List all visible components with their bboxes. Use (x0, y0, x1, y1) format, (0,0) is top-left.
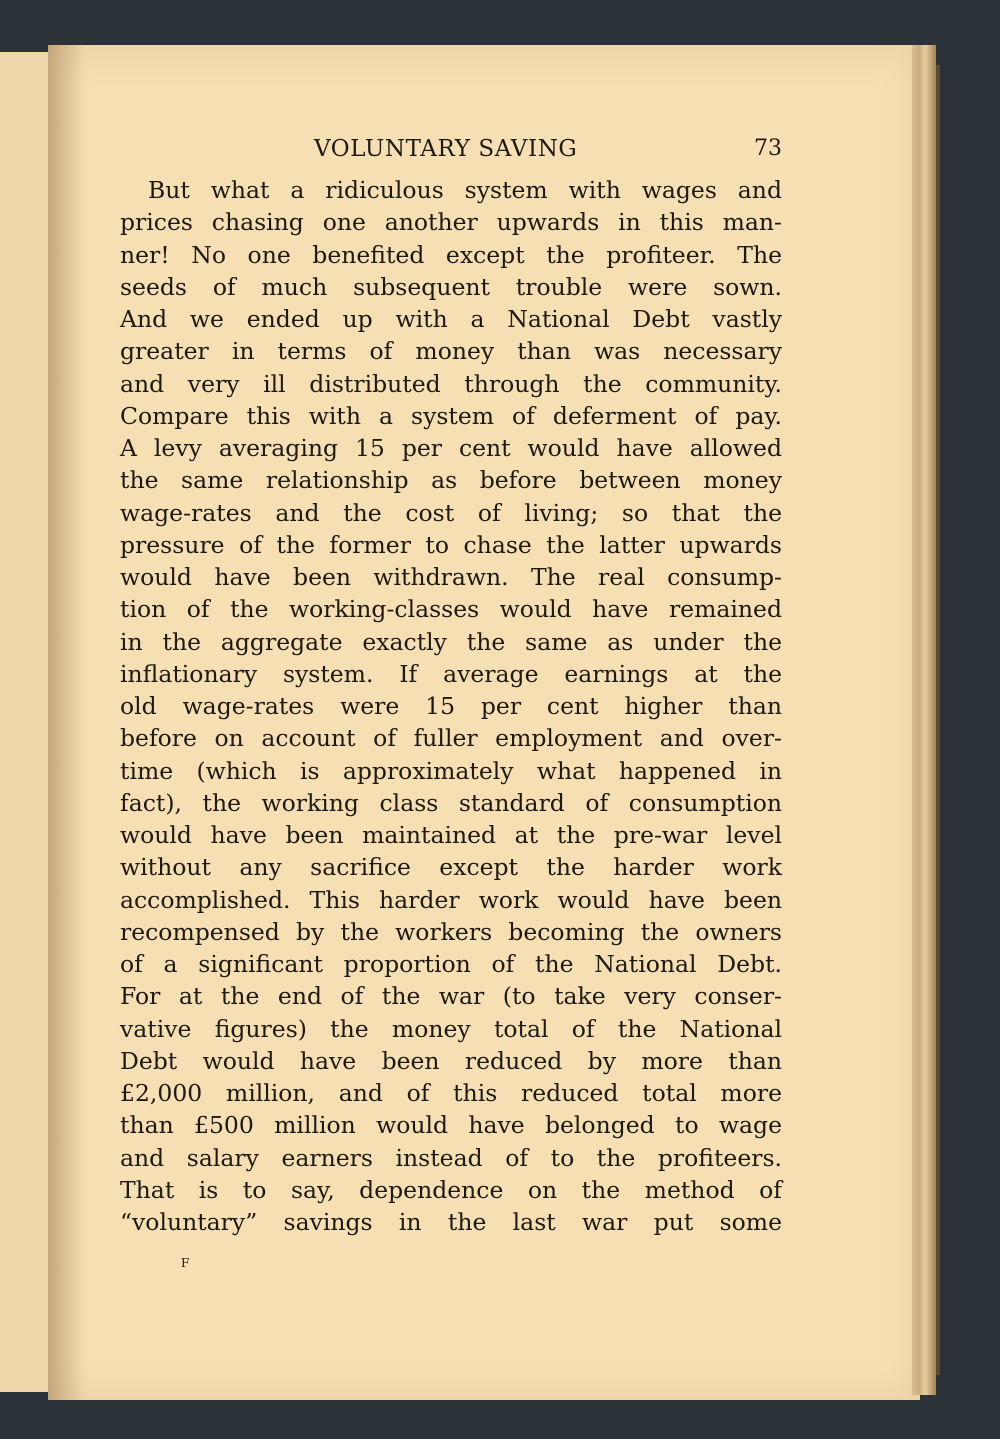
text-line: inflationary system. If average earnings at the (120, 659, 782, 688)
text-line: seeds of much subsequent trouble were sown. (120, 272, 782, 301)
page-edges (912, 45, 936, 1395)
text-line: prices chasing one another upwards in this man- (120, 208, 782, 237)
signature-mark: F (181, 1256, 190, 1270)
text-line: That is to say, dependence on the method of (120, 1175, 782, 1204)
text-line: would have been maintained at the pre-war level (120, 821, 782, 849)
text-line: vative figures) the money total of the National (120, 1014, 782, 1043)
text-line: the same relationship as before between money (120, 466, 782, 495)
text-line: fact), the working class standard of consumption (120, 788, 782, 817)
text-line: And we ended up with a National Debt vastly (120, 305, 782, 333)
text-line: accomplished. This harder work would have been (120, 885, 782, 914)
body-text (120, 174, 782, 1238)
text-line: But what a ridiculous system with wages and (148, 176, 782, 204)
text-line: A levy averaging 15 per cent would have allowed (120, 434, 782, 462)
text-line: ner! No one benefited except the profiteer. The (120, 240, 782, 269)
text-line: Compare this with a system of deferment of pay. (120, 401, 782, 430)
text-line: and very ill distributed through the community. (120, 369, 782, 398)
text-line: in the aggregate exactly the same as under the (120, 627, 782, 656)
text-line: than £500 million would have belonged to wage (120, 1111, 782, 1140)
text-line: before on account of fuller employment and over- (120, 724, 782, 753)
text-line: tion of the working-classes would have remained (120, 595, 782, 624)
gutter-shadow (48, 45, 86, 1400)
text-line: would have been withdrawn. The real consump- (120, 563, 782, 591)
text-line: without any sacrifice except the harder work (120, 853, 782, 882)
text-line: greater in terms of money than was necessary (120, 337, 782, 366)
running-head (120, 136, 782, 168)
text-line: wage-rates and the cost of living; so that the (120, 498, 782, 527)
text-line: For at the end of the war (to take very conser- (120, 982, 782, 1011)
facing-page-edge (0, 52, 50, 1392)
text-line: pressure of the former to chase the latter upwards (120, 530, 782, 559)
text-line: old wage-rates were 15 per cent higher than (120, 692, 782, 720)
page-number: 73 (754, 136, 782, 161)
text-line: and salary earners instead of to the profiteers. (120, 1143, 782, 1172)
text-line: “voluntary” savings in the last war put some (120, 1208, 782, 1236)
text-line: £2,000 million, and of this reduced total more (120, 1079, 782, 1107)
text-line: time (which is approximately what happened in (120, 756, 782, 785)
running-title: VOLUNTARY SAVING (314, 136, 578, 162)
text-line: recompensed by the workers becoming the owners (120, 917, 782, 946)
text-line: of a significant proportion of the National Debt. (120, 950, 782, 978)
text-line: Debt would have been reduced by more than (120, 1046, 782, 1075)
